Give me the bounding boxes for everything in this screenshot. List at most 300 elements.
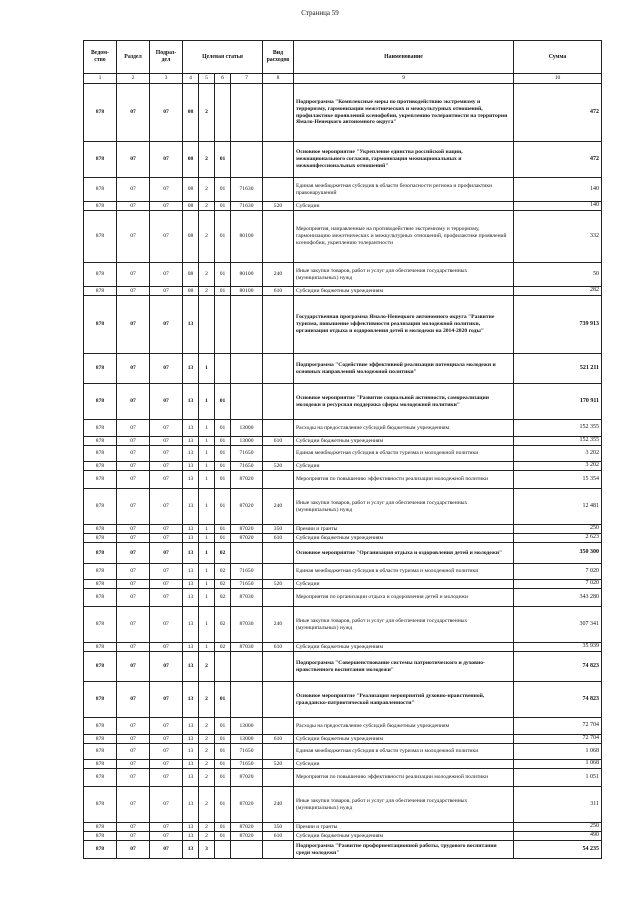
cell-sum: 72 704: [514, 718, 602, 735]
cell-razdel: 07: [117, 287, 150, 296]
cell-razdel: 07: [117, 580, 150, 589]
cell-target-direction: 13000: [231, 735, 263, 744]
cell-name: Основное мероприятие "Развитие социальной активности, самореализации молодежи и ресурсная поддержка сферы молодежной политики": [294, 384, 514, 420]
cell-sum: 1 051: [514, 769, 602, 787]
cell-target-direction: [231, 384, 263, 420]
cell-sum: 250: [514, 823, 602, 832]
cell-sum: 1 068: [514, 744, 602, 760]
table-row: [84, 202, 602, 211]
cell-target-subprogram: 2: [199, 823, 215, 832]
cell-target-event: 01: [215, 211, 231, 263]
cell-vedomstvo: 878: [84, 841, 117, 859]
cell-sum: 50: [514, 263, 602, 287]
cell-vid-raskhodov: 350: [263, 823, 294, 832]
cell-name: Иные закупки товаров, работ и услуг для обеспечения государственных (муниципальных) нужд: [294, 263, 514, 287]
cell-name: Единая межбюджетная субсидия в области безопасности региона и профилактики правонарушений: [294, 178, 514, 202]
cell-target-program: 13: [183, 462, 199, 471]
cell-target-subprogram: 2: [199, 178, 215, 202]
cell-vid-raskhodov: [263, 652, 294, 682]
col-number: 5: [199, 74, 215, 84]
cell-razdel: 07: [117, 682, 150, 718]
cell-vid-raskhodov: [263, 718, 294, 735]
cell-podrazdel: 07: [150, 525, 183, 534]
cell-vedomstvo: 878: [84, 420, 117, 437]
cell-target-direction: 71650: [231, 564, 263, 580]
cell-target-program: 13: [183, 354, 199, 384]
cell-vid-raskhodov: 610: [263, 287, 294, 296]
cell-target-program: 13: [183, 760, 199, 769]
table-row: [84, 760, 602, 769]
cell-vedomstvo: 878: [84, 263, 117, 287]
cell-target-direction: [231, 354, 263, 384]
cell-podrazdel: 07: [150, 823, 183, 832]
cell-razdel: 07: [117, 643, 150, 652]
cell-vid-raskhodov: [263, 84, 294, 142]
cell-vid-raskhodov: [263, 841, 294, 859]
cell-target-event: 02: [215, 589, 231, 607]
cell-target-program: 13: [183, 787, 199, 823]
cell-podrazdel: 07: [150, 607, 183, 643]
table-row: [84, 471, 602, 489]
col-number: 6: [215, 74, 231, 84]
cell-podrazdel: 07: [150, 744, 183, 760]
cell-name: Подпрограмма "Совершенствование системы патриотического и духовно-нравственного воспитания молодежи": [294, 652, 514, 682]
table-row: [84, 534, 602, 543]
cell-razdel: 07: [117, 489, 150, 525]
table-row: [84, 607, 602, 643]
cell-sum: 490: [514, 832, 602, 841]
cell-target-event: 02: [215, 580, 231, 589]
cell-sum: 140: [514, 202, 602, 211]
cell-target-program: 13: [183, 296, 199, 354]
header-sum: Сумма: [514, 41, 602, 74]
cell-target-direction: 71630: [231, 202, 263, 211]
cell-name: Основное мероприятие "Организация отдыха и оздоровления детей и молодежи": [294, 543, 514, 564]
cell-vedomstvo: 878: [84, 471, 117, 489]
cell-sum: 307 341: [514, 607, 602, 643]
cell-target-event: 01: [215, 832, 231, 841]
cell-name: Основное мероприятие "Реализация мероприятий духовно-нравственной, гражданско-патриотической направленности": [294, 682, 514, 718]
cell-razdel: 07: [117, 787, 150, 823]
cell-vid-raskhodov: [263, 211, 294, 263]
cell-name: Субсидии бюджетным учреждениям: [294, 287, 514, 296]
cell-target-program: 08: [183, 211, 199, 263]
cell-sum: 332: [514, 211, 602, 263]
cell-target-direction: 87020: [231, 525, 263, 534]
col-number: 8: [263, 74, 294, 84]
cell-podrazdel: 07: [150, 287, 183, 296]
cell-target-program: 08: [183, 287, 199, 296]
cell-target-program: 13: [183, 489, 199, 525]
cell-target-subprogram: 2: [199, 211, 215, 263]
cell-vid-raskhodov: [263, 420, 294, 437]
cell-podrazdel: 07: [150, 718, 183, 735]
table-row: [84, 744, 602, 760]
cell-name: Единая межбюджетная субсидия в области туризма и молодежной политики: [294, 564, 514, 580]
cell-target-subprogram: 1: [199, 580, 215, 589]
cell-razdel: 07: [117, 841, 150, 859]
cell-podrazdel: 07: [150, 735, 183, 744]
cell-razdel: 07: [117, 420, 150, 437]
cell-name: Государственная программа Ямало-Ненецкого автономного округа "Развитие туризма, повышение эффективности реализации молодежной политики, организация отдыха и оздоровления детей и молодежи на 2014-2020 годы": [294, 296, 514, 354]
cell-target-subprogram: 2: [199, 202, 215, 211]
cell-target-subprogram: 2: [199, 142, 215, 178]
cell-razdel: 07: [117, 564, 150, 580]
cell-podrazdel: 07: [150, 841, 183, 859]
cell-sum: 343 280: [514, 589, 602, 607]
cell-target-event: 01: [215, 263, 231, 287]
table-row: [84, 718, 602, 735]
cell-target-subprogram: 1: [199, 446, 215, 462]
cell-target-program: 13: [183, 841, 199, 859]
cell-target-event: 01: [215, 718, 231, 735]
cell-target-direction: [231, 543, 263, 564]
cell-target-subprogram: 1: [199, 534, 215, 543]
cell-target-program: 13: [183, 543, 199, 564]
cell-target-subprogram: 1: [199, 564, 215, 580]
cell-sum: 1 068: [514, 760, 602, 769]
cell-podrazdel: 07: [150, 462, 183, 471]
cell-target-subprogram: 2: [199, 735, 215, 744]
cell-razdel: 07: [117, 543, 150, 564]
cell-vid-raskhodov: 610: [263, 643, 294, 652]
header-row: [84, 41, 602, 74]
cell-target-direction: [231, 296, 263, 354]
cell-sum: 250: [514, 525, 602, 534]
cell-vedomstvo: 878: [84, 643, 117, 652]
cell-razdel: 07: [117, 142, 150, 178]
cell-target-direction: 13000: [231, 420, 263, 437]
cell-target-program: 13: [183, 580, 199, 589]
table-row: [84, 682, 602, 718]
cell-target-event: 01: [215, 462, 231, 471]
cell-podrazdel: 07: [150, 178, 183, 202]
cell-razdel: 07: [117, 296, 150, 354]
table-row: [84, 354, 602, 384]
table-row: [84, 589, 602, 607]
cell-target-program: 08: [183, 84, 199, 142]
cell-target-program: 08: [183, 142, 199, 178]
cell-target-program: 13: [183, 769, 199, 787]
col-number: 9: [294, 74, 514, 84]
cell-target-subprogram: 1: [199, 543, 215, 564]
cell-razdel: 07: [117, 718, 150, 735]
cell-target-event: 01: [215, 760, 231, 769]
cell-sum: 35 939: [514, 643, 602, 652]
cell-target-event: [215, 841, 231, 859]
cell-target-direction: 87020: [231, 534, 263, 543]
cell-podrazdel: 07: [150, 580, 183, 589]
cell-target-program: 13: [183, 643, 199, 652]
cell-vid-raskhodov: 240: [263, 787, 294, 823]
cell-vedomstvo: 878: [84, 652, 117, 682]
cell-target-direction: 71650: [231, 580, 263, 589]
cell-razdel: 07: [117, 84, 150, 142]
table-body: [84, 84, 602, 859]
cell-podrazdel: 07: [150, 420, 183, 437]
table-row: [84, 525, 602, 534]
cell-podrazdel: 07: [150, 437, 183, 446]
cell-vedomstvo: 878: [84, 735, 117, 744]
cell-vid-raskhodov: 520: [263, 760, 294, 769]
cell-name: Мероприятия по повышению эффективности реализации молодежной политики: [294, 769, 514, 787]
cell-sum: 311: [514, 787, 602, 823]
cell-target-subprogram: 2: [199, 682, 215, 718]
cell-target-direction: 13000: [231, 718, 263, 735]
cell-target-direction: 87030: [231, 643, 263, 652]
cell-vid-raskhodov: [263, 354, 294, 384]
cell-target-subprogram: 2: [199, 760, 215, 769]
cell-target-program: 13: [183, 471, 199, 489]
cell-name: Иные закупки товаров, работ и услуг для обеспечения государственных (муниципальных) нужд: [294, 489, 514, 525]
cell-name: Расходы на предоставление субсидий бюджетным учреждениям: [294, 718, 514, 735]
cell-razdel: 07: [117, 446, 150, 462]
cell-target-subprogram: 1: [199, 420, 215, 437]
cell-target-direction: 87020: [231, 823, 263, 832]
cell-podrazdel: 07: [150, 384, 183, 420]
cell-target-event: 01: [215, 287, 231, 296]
cell-vid-raskhodov: [263, 296, 294, 354]
cell-target-event: 01: [215, 525, 231, 534]
cell-vid-raskhodov: [263, 142, 294, 178]
cell-podrazdel: 07: [150, 211, 183, 263]
cell-target-event: 01: [215, 384, 231, 420]
cell-name: Подпрограмма "Содействие эффективной реализации потенциала молодежи и основных направлений молодежной политики": [294, 354, 514, 384]
cell-vedomstvo: 878: [84, 437, 117, 446]
table-row: [84, 462, 602, 471]
cell-name: Подпрограмма "Развитие профориентационной работы, трудового воспитания среди молодежи": [294, 841, 514, 859]
cell-target-event: [215, 354, 231, 384]
cell-target-subprogram: 1: [199, 462, 215, 471]
cell-target-program: 13: [183, 525, 199, 534]
cell-sum: 54 235: [514, 841, 602, 859]
cell-podrazdel: 07: [150, 589, 183, 607]
cell-podrazdel: 07: [150, 643, 183, 652]
cell-vid-raskhodov: [263, 471, 294, 489]
cell-vedomstvo: 878: [84, 787, 117, 823]
cell-vedomstvo: 878: [84, 832, 117, 841]
cell-razdel: 07: [117, 769, 150, 787]
cell-sum: 74 823: [514, 652, 602, 682]
table-row: [84, 580, 602, 589]
cell-target-direction: [231, 841, 263, 859]
cell-name: Субсидии: [294, 580, 514, 589]
header-podrazdel: Подраз-дел: [150, 41, 183, 74]
cell-vedomstvo: 878: [84, 744, 117, 760]
cell-vid-raskhodov: 610: [263, 534, 294, 543]
cell-target-subprogram: 2: [199, 263, 215, 287]
cell-target-subprogram: 1: [199, 471, 215, 489]
header-vid: Вид расходов: [263, 41, 294, 74]
cell-sum: 3 202: [514, 462, 602, 471]
cell-razdel: 07: [117, 832, 150, 841]
cell-target-direction: [231, 682, 263, 718]
cell-sum: 12 481: [514, 489, 602, 525]
cell-target-subprogram: 1: [199, 437, 215, 446]
cell-sum: 15 354: [514, 471, 602, 489]
cell-razdel: 07: [117, 589, 150, 607]
cell-name: Субсидии бюджетным учреждениям: [294, 437, 514, 446]
cell-vedomstvo: 878: [84, 211, 117, 263]
cell-target-event: 01: [215, 471, 231, 489]
cell-vedomstvo: 878: [84, 607, 117, 643]
cell-razdel: 07: [117, 744, 150, 760]
header-razdel: Раздел: [117, 41, 150, 74]
cell-target-direction: 87020: [231, 787, 263, 823]
cell-target-subprogram: 3: [199, 841, 215, 859]
cell-vid-raskhodov: 610: [263, 437, 294, 446]
table-row: [84, 384, 602, 420]
cell-razdel: 07: [117, 760, 150, 769]
cell-target-event: [215, 84, 231, 142]
table-row: [84, 437, 602, 446]
cell-target-subprogram: 1: [199, 384, 215, 420]
cell-podrazdel: 07: [150, 296, 183, 354]
table-row: [84, 823, 602, 832]
cell-podrazdel: 07: [150, 682, 183, 718]
cell-name: Субсидии бюджетным учреждениям: [294, 735, 514, 744]
cell-sum: 7 020: [514, 564, 602, 580]
cell-vid-raskhodov: [263, 769, 294, 787]
cell-target-event: 01: [215, 420, 231, 437]
cell-vid-raskhodov: 240: [263, 263, 294, 287]
cell-sum: 170 911: [514, 384, 602, 420]
cell-vedomstvo: 878: [84, 202, 117, 211]
cell-sum: 521 211: [514, 354, 602, 384]
cell-name: Единая межбюджетная субсидия в области туризма и молодежной политики: [294, 744, 514, 760]
table-row: [84, 263, 602, 287]
cell-target-subprogram: 2: [199, 769, 215, 787]
cell-target-event: 02: [215, 564, 231, 580]
cell-name: Субсидии: [294, 202, 514, 211]
table-row: [84, 178, 602, 202]
cell-target-event: 02: [215, 643, 231, 652]
cell-target-event: 01: [215, 446, 231, 462]
cell-name: Субсидии: [294, 462, 514, 471]
cell-target-event: 01: [215, 787, 231, 823]
cell-name: Единая межбюджетная субсидия в области туризма и молодежной политики: [294, 446, 514, 462]
table-row: [84, 832, 602, 841]
cell-target-program: 13: [183, 446, 199, 462]
cell-target-program: 08: [183, 178, 199, 202]
cell-vedomstvo: 878: [84, 823, 117, 832]
cell-podrazdel: 07: [150, 832, 183, 841]
cell-vedomstvo: 878: [84, 354, 117, 384]
cell-razdel: 07: [117, 384, 150, 420]
cell-target-program: 13: [183, 832, 199, 841]
col-number: 7: [231, 74, 263, 84]
cell-razdel: 07: [117, 735, 150, 744]
cell-target-direction: 87020: [231, 489, 263, 525]
table-row: [84, 735, 602, 744]
table-row: [84, 84, 602, 142]
cell-podrazdel: 07: [150, 760, 183, 769]
cell-sum: 72 704: [514, 735, 602, 744]
cell-target-direction: 71650: [231, 462, 263, 471]
table-row: [84, 787, 602, 823]
cell-sum: 2 623: [514, 534, 602, 543]
cell-razdel: 07: [117, 471, 150, 489]
cell-podrazdel: 07: [150, 263, 183, 287]
cell-target-program: 13: [183, 607, 199, 643]
cell-target-program: 13: [183, 744, 199, 760]
cell-target-program: 13: [183, 718, 199, 735]
cell-vedomstvo: 878: [84, 84, 117, 142]
cell-target-subprogram: 1: [199, 525, 215, 534]
cell-vedomstvo: 878: [84, 543, 117, 564]
cell-target-event: 01: [215, 534, 231, 543]
cell-razdel: 07: [117, 462, 150, 471]
col-number: 3: [150, 74, 183, 84]
cell-target-subprogram: [199, 296, 215, 354]
cell-target-direction: 80100: [231, 263, 263, 287]
cell-vedomstvo: 878: [84, 446, 117, 462]
cell-target-program: 13: [183, 437, 199, 446]
cell-vedomstvo: 878: [84, 525, 117, 534]
cell-target-subprogram: 2: [199, 832, 215, 841]
cell-vedomstvo: 878: [84, 296, 117, 354]
cell-podrazdel: 07: [150, 534, 183, 543]
cell-razdel: 07: [117, 178, 150, 202]
budget-table: [83, 40, 602, 859]
cell-podrazdel: 07: [150, 564, 183, 580]
cell-target-direction: 71650: [231, 446, 263, 462]
cell-vedomstvo: 878: [84, 287, 117, 296]
cell-vedomstvo: 878: [84, 178, 117, 202]
cell-razdel: 07: [117, 534, 150, 543]
page-label: Страница 59: [301, 9, 339, 17]
cell-sum: 152 355: [514, 420, 602, 437]
cell-name: Премии и гранты: [294, 525, 514, 534]
table-row: [84, 769, 602, 787]
table-row: [84, 652, 602, 682]
cell-name: Иные закупки товаров, работ и услуг для обеспечения государственных (муниципальных) нужд: [294, 607, 514, 643]
cell-vid-raskhodov: [263, 384, 294, 420]
cell-target-direction: 71630: [231, 178, 263, 202]
cell-target-event: [215, 296, 231, 354]
cell-target-event: 02: [215, 543, 231, 564]
cell-target-program: 13: [183, 420, 199, 437]
cell-podrazdel: 07: [150, 471, 183, 489]
cell-target-event: 01: [215, 178, 231, 202]
cell-razdel: 07: [117, 211, 150, 263]
cell-sum: 350 300: [514, 543, 602, 564]
cell-name: Иные закупки товаров, работ и услуг для обеспечения государственных (муниципальных) нужд: [294, 787, 514, 823]
cell-vid-raskhodov: [263, 564, 294, 580]
cell-target-direction: 87020: [231, 832, 263, 841]
cell-target-subprogram: 1: [199, 607, 215, 643]
cell-podrazdel: 07: [150, 543, 183, 564]
cell-vedomstvo: 878: [84, 760, 117, 769]
cell-vid-raskhodov: [263, 178, 294, 202]
col-number: 10: [514, 74, 602, 84]
cell-podrazdel: 07: [150, 142, 183, 178]
cell-target-event: 01: [215, 769, 231, 787]
cell-name: Мероприятия по повышению эффективности реализации молодежной политики: [294, 471, 514, 489]
cell-target-event: 01: [215, 735, 231, 744]
header-name: Наименование: [294, 41, 514, 74]
cell-vedomstvo: 878: [84, 589, 117, 607]
cell-target-subprogram: 2: [199, 287, 215, 296]
cell-target-event: [215, 652, 231, 682]
cell-target-program: 13: [183, 534, 199, 543]
cell-vid-raskhodov: 350: [263, 525, 294, 534]
cell-podrazdel: 07: [150, 446, 183, 462]
cell-vedomstvo: 878: [84, 580, 117, 589]
cell-target-subprogram: 1: [199, 354, 215, 384]
cell-target-direction: 87030: [231, 589, 263, 607]
cell-vid-raskhodov: [263, 744, 294, 760]
